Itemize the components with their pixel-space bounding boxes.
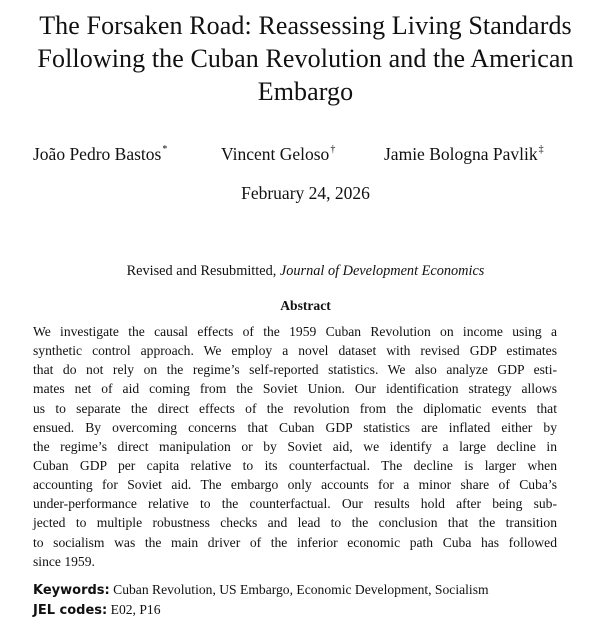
author-name: Jamie Bologna Pavlik bbox=[384, 144, 538, 164]
author-3 bbox=[384, 143, 544, 165]
keywords-value: Cuban Revolution, US Embargo, Economic Development, Socialism bbox=[113, 582, 489, 597]
status-prefix: Revised and Resubmitted, bbox=[126, 263, 280, 279]
author-name: Vincent Geloso bbox=[221, 144, 330, 164]
abstract-line: synthetic control approach. We employ a novel dataset with revised GDP estimates bbox=[33, 343, 557, 359]
abstract-line: accounting for Soviet aid. The embargo only accounts for a minor share of Cuba’s bbox=[33, 477, 557, 493]
abstract-line: us to separate the direct effects of the revolution from the diplomatic events that bbox=[33, 400, 557, 416]
abstract-line: mates net of aid coming from the Soviet Union. Our identification strategy allows bbox=[33, 381, 557, 397]
jel-label: JEL codes: bbox=[33, 603, 108, 618]
author-footnote-mark: † bbox=[330, 144, 336, 155]
keywords-label: Keywords: bbox=[33, 583, 110, 598]
jel-row bbox=[33, 600, 573, 620]
keywords-block bbox=[33, 580, 573, 620]
journal-name: Journal of Development Economics bbox=[279, 263, 485, 279]
title-line: Embargo bbox=[257, 77, 354, 106]
author-2 bbox=[221, 143, 335, 165]
abstract-line: the regime’s direct manipulation or by Soviet aid, we identify a large decline in bbox=[33, 438, 557, 454]
abstract-line: since 1959. bbox=[33, 553, 95, 569]
publication-status bbox=[0, 262, 611, 281]
abstract-line: We investigate the causal effects of the 1959 Cuban Revolution on income using a bbox=[33, 324, 557, 339]
jel-value: E02, P16 bbox=[110, 602, 161, 617]
author-1 bbox=[33, 143, 167, 165]
keywords-row bbox=[33, 580, 573, 600]
title-line: Following the Cuban Revolution and the American bbox=[37, 44, 574, 73]
paper-title bbox=[0, 9, 611, 108]
author-name: João Pedro Bastos bbox=[33, 144, 162, 164]
abstract-line: jected to multiple robustness checks and lead to the conclusion that the transition bbox=[33, 515, 557, 531]
abstract-text bbox=[33, 322, 557, 571]
abstract-line: Cuban GDP per capita relative to its counterfactual. The decline is larger when bbox=[33, 457, 557, 473]
abstract-line: that do not rely on the regime’s self-reported statistics. We also analyze GDP esti- bbox=[33, 362, 557, 378]
title-line: The Forsaken Road: Reassessing Living Standards bbox=[39, 11, 572, 40]
author-footnote-mark: ‡ bbox=[538, 144, 544, 155]
author-footnote-mark: * bbox=[162, 144, 168, 155]
abstract-line: to socialism was the main driver of the inferior economic path Cuba has followed bbox=[33, 534, 557, 550]
abstract-line: ensued. By overcoming concerns that Cuban GDP statistics are inflated either by bbox=[33, 419, 557, 435]
abstract-heading: Abstract bbox=[280, 298, 331, 313]
author-list bbox=[0, 143, 611, 167]
paper-date: February 24, 2026 bbox=[241, 183, 370, 203]
abstract-line: under-performance relative to the counterfactual. Our results hold after being sub- bbox=[33, 496, 557, 512]
